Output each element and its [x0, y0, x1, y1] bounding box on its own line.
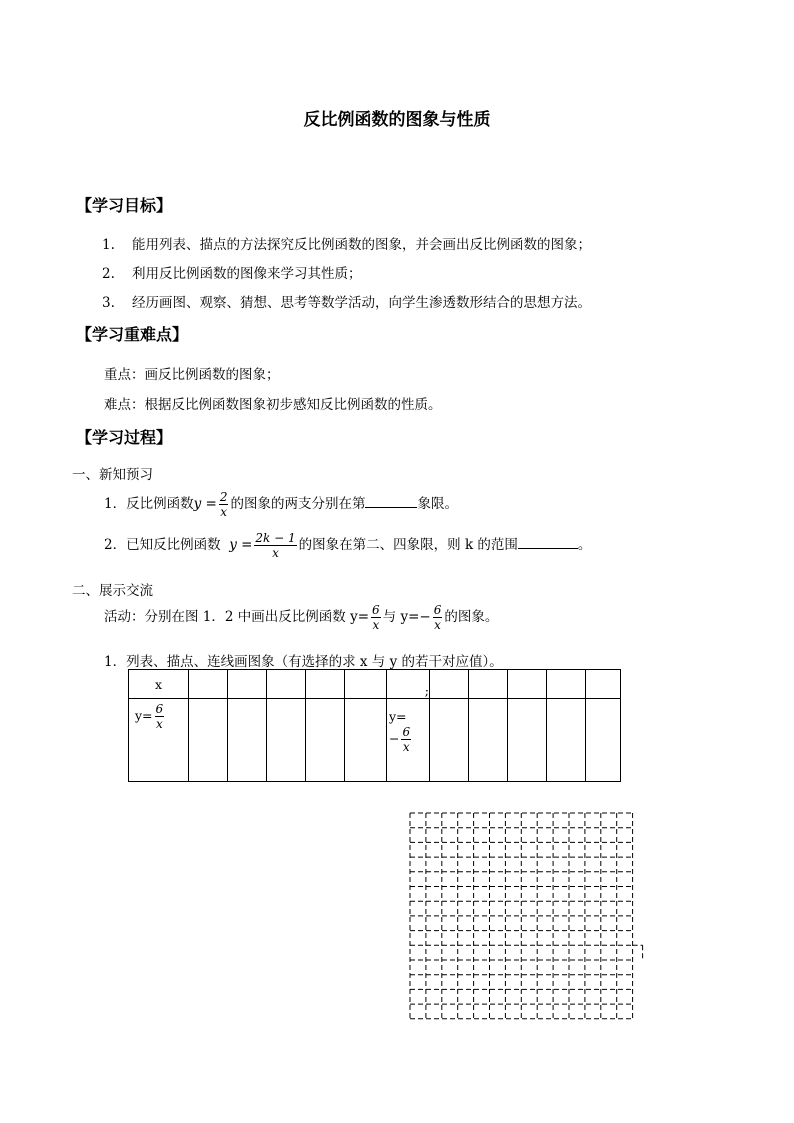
question-num: 2． [104, 537, 127, 553]
activity-mid: 与 y=− [382, 609, 431, 625]
x-label: x [154, 676, 163, 692]
question-suffix: 的图象的两支分别在第 [230, 496, 366, 512]
formula-lhs: y = [229, 537, 253, 553]
table-cell [387, 699, 430, 782]
y2-sign: − [389, 731, 400, 746]
page-title: 反比例函数的图象与性质 [303, 110, 491, 130]
denominator: x [434, 618, 441, 632]
table-cell[interactable] [430, 670, 469, 699]
answer-blank[interactable] [518, 535, 578, 549]
activity-suffix: 的图象。 [444, 609, 499, 625]
table-cell[interactable] [345, 670, 387, 699]
numerator: 6 [433, 603, 442, 617]
objective-item-2 [102, 262, 362, 282]
denominator: x [402, 740, 410, 754]
question-after: 。 [577, 537, 592, 553]
table-cell[interactable] [547, 670, 586, 699]
objective-item-1 [102, 233, 591, 253]
y2-label: y= [389, 709, 407, 724]
formula-lhs: y = [193, 496, 217, 512]
numerator: 2 [219, 490, 228, 504]
numerator: 2k − 1 [255, 531, 296, 545]
table-cell[interactable] [228, 699, 267, 782]
fraction [155, 702, 165, 731]
question-prefix: 反比例函数 [126, 496, 194, 512]
fraction [433, 603, 443, 632]
answer-blank[interactable] [365, 494, 417, 508]
table-cell[interactable] [508, 699, 547, 782]
table-cell[interactable] [469, 670, 508, 699]
activity-prefix: 活动：分别在图 1．2 中画出反比例函数 [104, 609, 346, 625]
key-points-heading: 【学习重难点】 [76, 325, 189, 344]
table-cell[interactable] [469, 699, 508, 782]
table-cell[interactable] [586, 670, 621, 699]
objective-text: 经历画图、观察、猜想、思考等数学活动，向学生渗透数形结合的思想方法。 [132, 295, 591, 311]
formula-lhs: y= [350, 609, 370, 625]
question-after: 象限。 [417, 496, 458, 512]
question-2 [104, 525, 591, 565]
coordinate-grid[interactable] [405, 808, 650, 1033]
objectives-heading: 【学习目标】 [76, 196, 173, 215]
activity-line [104, 597, 498, 637]
fraction [371, 603, 381, 632]
objective-num: 3. [102, 295, 115, 311]
objective-text: 能用列表、描点的方法探究反比例函数的图象，并会画出反比例函数的图象； [132, 237, 591, 253]
fraction [254, 531, 296, 560]
table-cell [387, 670, 430, 699]
part1-heading: 一、新知预习 [72, 467, 153, 483]
table-cell[interactable] [586, 699, 621, 782]
value-table [128, 669, 621, 782]
process-heading: 【学习过程】 [76, 428, 173, 447]
table-cell[interactable] [267, 699, 306, 782]
denominator: x [272, 546, 279, 560]
denominator: x [220, 505, 228, 519]
fraction [401, 725, 411, 754]
objective-num: 2. [102, 266, 115, 282]
denominator: x [372, 618, 380, 632]
table-cell [129, 670, 189, 699]
table-cell[interactable] [306, 670, 345, 699]
numerator: 6 [402, 725, 411, 739]
y1-label: y= [135, 708, 153, 723]
objective-text: 利用反比例函数的图像来学习其性质； [132, 266, 362, 282]
part2-heading: 二、展示交流 [72, 583, 153, 599]
table-cell[interactable] [189, 670, 228, 699]
table-cell[interactable] [547, 699, 586, 782]
question-suffix: 的图象在第二、四象限，则 k 的范围 [298, 537, 518, 553]
table-row [129, 699, 621, 782]
numerator: 6 [155, 702, 164, 716]
key-point-difficulty: 难点：根据反比例函数图象初步感知反比例函数的性质。 [104, 397, 442, 413]
table-cell[interactable] [306, 699, 345, 782]
table-cell[interactable] [228, 670, 267, 699]
table-cell[interactable] [189, 699, 228, 782]
key-point-focus: 重点：画反比例函数的图象； [104, 367, 280, 383]
step-1: 1．列表、描点、连线画图象（有选择的求 x 与 y 的若干对应值）。 [104, 654, 503, 670]
numerator: 6 [372, 603, 380, 617]
objective-num: 1. [102, 237, 115, 253]
table-cell[interactable] [508, 670, 547, 699]
x-label-2: ; [424, 683, 429, 698]
table-row [129, 670, 621, 699]
fraction [219, 490, 229, 519]
table-cell [129, 699, 189, 782]
question-num: 1． [104, 496, 127, 512]
question-1 [104, 484, 458, 524]
table-cell[interactable] [345, 699, 387, 782]
objective-item-3 [102, 291, 591, 311]
table-cell[interactable] [267, 670, 306, 699]
question-prefix: 已知反比例函数 [126, 537, 221, 553]
denominator: x [155, 717, 163, 731]
table-cell[interactable] [430, 699, 469, 782]
